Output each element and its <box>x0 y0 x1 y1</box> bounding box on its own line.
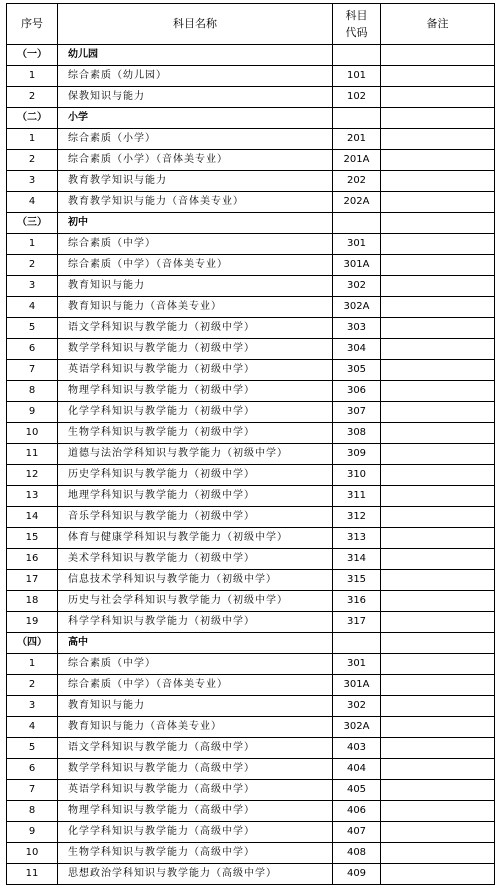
remark-cell <box>381 339 495 360</box>
remark-cell <box>381 255 495 276</box>
subject-name: 体育与健康学科知识与教学能力（初级中学） <box>58 528 333 549</box>
section-remark-cell <box>381 213 495 234</box>
table-row <box>7 717 495 738</box>
table-row <box>7 360 495 381</box>
subject-name: 综合素质（中学）（音体美专业） <box>58 255 333 276</box>
subject-name: 历史与社会学科知识与教学能力（初级中学） <box>58 591 333 612</box>
subject-name: 综合素质（中学） <box>58 654 333 675</box>
row-number: 8 <box>7 801 58 822</box>
subject-table-container <box>6 3 495 885</box>
table-row <box>7 255 495 276</box>
remark-cell <box>381 822 495 843</box>
subject-name: 综合素质（幼儿园） <box>58 66 333 87</box>
row-number: 1 <box>7 654 58 675</box>
section-code-cell <box>333 633 381 654</box>
subject-name: 英语学科知识与教学能力（高级中学） <box>58 780 333 801</box>
section-seq: （三） <box>7 213 58 234</box>
remark-cell <box>381 654 495 675</box>
remark-cell <box>381 297 495 318</box>
table-row <box>7 171 495 192</box>
table-row <box>7 864 495 885</box>
subject-name: 音乐学科知识与教学能力（初级中学） <box>58 507 333 528</box>
subject-code: 201A <box>333 150 381 171</box>
remark-cell <box>381 276 495 297</box>
table-row <box>7 129 495 150</box>
row-number: 2 <box>7 255 58 276</box>
table-row <box>7 654 495 675</box>
subject-code: 317 <box>333 612 381 633</box>
row-number: 13 <box>7 486 58 507</box>
section-code-cell <box>333 45 381 66</box>
subject-code: 408 <box>333 843 381 864</box>
table-row <box>7 801 495 822</box>
row-number: 11 <box>7 864 58 885</box>
table-row <box>7 570 495 591</box>
remark-cell <box>381 738 495 759</box>
remark-cell <box>381 696 495 717</box>
row-number: 11 <box>7 444 58 465</box>
section-title: 幼儿园 <box>58 45 333 66</box>
subject-name: 道德与法治学科知识与教学能力（初级中学） <box>58 444 333 465</box>
remark-cell <box>381 402 495 423</box>
section-remark-cell <box>381 633 495 654</box>
subject-name: 化学学科知识与教学能力（高级中学） <box>58 822 333 843</box>
section-title: 初中 <box>58 213 333 234</box>
remark-cell <box>381 234 495 255</box>
subject-name: 生物学科知识与教学能力（高级中学） <box>58 843 333 864</box>
row-number: 14 <box>7 507 58 528</box>
table-row <box>7 507 495 528</box>
subject-code: 302 <box>333 276 381 297</box>
table-row <box>7 759 495 780</box>
header-subject-code <box>333 4 381 45</box>
subject-code: 312 <box>333 507 381 528</box>
subject-code: 202 <box>333 171 381 192</box>
section-seq: （四） <box>7 633 58 654</box>
subject-code: 102 <box>333 87 381 108</box>
row-number: 9 <box>7 822 58 843</box>
remark-cell <box>381 591 495 612</box>
table-row <box>7 402 495 423</box>
subject-name: 思想政治学科知识与教学能力（高级中学） <box>58 864 333 885</box>
row-number: 4 <box>7 717 58 738</box>
subject-table-body <box>7 4 495 885</box>
remark-cell <box>381 759 495 780</box>
subject-code: 314 <box>333 549 381 570</box>
subject-code: 309 <box>333 444 381 465</box>
subject-code: 101 <box>333 66 381 87</box>
section-remark-cell <box>381 45 495 66</box>
header-seq: 序号 <box>7 4 58 45</box>
remark-cell <box>381 192 495 213</box>
remark-cell <box>381 864 495 885</box>
remark-cell <box>381 465 495 486</box>
row-number: 15 <box>7 528 58 549</box>
section-row <box>7 45 495 66</box>
subject-code: 301 <box>333 654 381 675</box>
table-row <box>7 192 495 213</box>
table-row <box>7 486 495 507</box>
subject-code: 311 <box>333 486 381 507</box>
remark-cell <box>381 507 495 528</box>
table-row <box>7 843 495 864</box>
section-seq: （一） <box>7 45 58 66</box>
remark-cell <box>381 150 495 171</box>
remark-cell <box>381 66 495 87</box>
row-number: 1 <box>7 234 58 255</box>
table-row <box>7 738 495 759</box>
row-number: 10 <box>7 843 58 864</box>
header-code-line1: 科目 <box>345 9 368 22</box>
remark-cell <box>381 528 495 549</box>
subject-name: 物理学科知识与教学能力（初级中学） <box>58 381 333 402</box>
subject-name: 物理学科知识与教学能力（高级中学） <box>58 801 333 822</box>
row-number: 2 <box>7 150 58 171</box>
remark-cell <box>381 801 495 822</box>
row-number: 1 <box>7 129 58 150</box>
table-row <box>7 234 495 255</box>
table-row <box>7 780 495 801</box>
subject-name: 英语学科知识与教学能力（初级中学） <box>58 360 333 381</box>
subject-code: 403 <box>333 738 381 759</box>
row-number: 8 <box>7 381 58 402</box>
row-number: 12 <box>7 465 58 486</box>
subject-code: 202A <box>333 192 381 213</box>
subject-code: 407 <box>333 822 381 843</box>
remark-cell <box>381 675 495 696</box>
header-remark: 备注 <box>381 4 495 45</box>
remark-cell <box>381 360 495 381</box>
row-number: 6 <box>7 759 58 780</box>
row-number: 3 <box>7 696 58 717</box>
subject-name: 信息技术学科知识与教学能力（初级中学） <box>58 570 333 591</box>
subject-code: 305 <box>333 360 381 381</box>
section-title: 小学 <box>58 108 333 129</box>
table-row <box>7 549 495 570</box>
subject-code: 302A <box>333 297 381 318</box>
remark-cell <box>381 423 495 444</box>
subject-table <box>6 3 495 885</box>
subject-name: 教育知识与能力（音体美专业） <box>58 297 333 318</box>
table-row <box>7 465 495 486</box>
table-header-row <box>7 4 495 45</box>
row-number: 7 <box>7 360 58 381</box>
row-number: 16 <box>7 549 58 570</box>
subject-name: 教育教学知识与能力（音体美专业） <box>58 192 333 213</box>
row-number: 4 <box>7 297 58 318</box>
table-row <box>7 297 495 318</box>
remark-cell <box>381 129 495 150</box>
table-row <box>7 528 495 549</box>
subject-name: 化学学科知识与教学能力（初级中学） <box>58 402 333 423</box>
table-row <box>7 318 495 339</box>
table-row <box>7 591 495 612</box>
row-number: 18 <box>7 591 58 612</box>
subject-code: 308 <box>333 423 381 444</box>
remark-cell <box>381 843 495 864</box>
row-number: 5 <box>7 738 58 759</box>
table-row <box>7 87 495 108</box>
remark-cell <box>381 549 495 570</box>
section-row <box>7 633 495 654</box>
subject-code: 306 <box>333 381 381 402</box>
section-row <box>7 108 495 129</box>
subject-name: 教育知识与能力 <box>58 696 333 717</box>
subject-name: 教育知识与能力（音体美专业） <box>58 717 333 738</box>
remark-cell <box>381 444 495 465</box>
table-row <box>7 612 495 633</box>
remark-cell <box>381 570 495 591</box>
table-row <box>7 696 495 717</box>
table-row <box>7 150 495 171</box>
subject-name: 教育教学知识与能力 <box>58 171 333 192</box>
subject-name: 科学学科知识与教学能力（初级中学） <box>58 612 333 633</box>
row-number: 10 <box>7 423 58 444</box>
table-row <box>7 423 495 444</box>
subject-code: 316 <box>333 591 381 612</box>
subject-code: 301 <box>333 234 381 255</box>
row-number: 4 <box>7 192 58 213</box>
subject-code: 302 <box>333 696 381 717</box>
row-number: 7 <box>7 780 58 801</box>
subject-name: 历史学科知识与教学能力（初级中学） <box>58 465 333 486</box>
table-row <box>7 381 495 402</box>
subject-code: 302A <box>333 717 381 738</box>
subject-name: 保教知识与能力 <box>58 87 333 108</box>
subject-code: 201 <box>333 129 381 150</box>
row-number: 5 <box>7 318 58 339</box>
row-number: 3 <box>7 276 58 297</box>
table-row <box>7 444 495 465</box>
row-number: 2 <box>7 675 58 696</box>
row-number: 3 <box>7 171 58 192</box>
subject-name: 综合素质（小学） <box>58 129 333 150</box>
row-number: 17 <box>7 570 58 591</box>
subject-code: 301A <box>333 675 381 696</box>
remark-cell <box>381 612 495 633</box>
subject-code: 301A <box>333 255 381 276</box>
section-code-cell <box>333 108 381 129</box>
section-title: 高中 <box>58 633 333 654</box>
section-remark-cell <box>381 108 495 129</box>
subject-code: 304 <box>333 339 381 360</box>
subject-code: 313 <box>333 528 381 549</box>
subject-code: 303 <box>333 318 381 339</box>
remark-cell <box>381 381 495 402</box>
subject-name: 语文学科知识与教学能力（高级中学） <box>58 738 333 759</box>
section-row <box>7 213 495 234</box>
subject-name: 生物学科知识与教学能力（初级中学） <box>58 423 333 444</box>
table-row <box>7 276 495 297</box>
remark-cell <box>381 717 495 738</box>
subject-code: 409 <box>333 864 381 885</box>
remark-cell <box>381 318 495 339</box>
subject-name: 综合素质（中学） <box>58 234 333 255</box>
row-number: 9 <box>7 402 58 423</box>
subject-name: 综合素质（中学）（音体美专业） <box>58 675 333 696</box>
subject-name: 综合素质（小学）（音体美专业） <box>58 150 333 171</box>
remark-cell <box>381 486 495 507</box>
subject-code: 307 <box>333 402 381 423</box>
subject-name: 语文学科知识与教学能力（初级中学） <box>58 318 333 339</box>
section-seq: （二） <box>7 108 58 129</box>
remark-cell <box>381 171 495 192</box>
row-number: 6 <box>7 339 58 360</box>
remark-cell <box>381 87 495 108</box>
row-number: 1 <box>7 66 58 87</box>
subject-code: 405 <box>333 780 381 801</box>
header-subject-name: 科目名称 <box>58 4 333 45</box>
section-code-cell <box>333 213 381 234</box>
row-number: 2 <box>7 87 58 108</box>
subject-name: 教育知识与能力 <box>58 276 333 297</box>
subject-name: 数学学科知识与教学能力（高级中学） <box>58 759 333 780</box>
table-row <box>7 66 495 87</box>
table-row <box>7 675 495 696</box>
header-code-line2: 代码 <box>345 26 368 39</box>
remark-cell <box>381 780 495 801</box>
subject-code: 310 <box>333 465 381 486</box>
table-row <box>7 339 495 360</box>
subject-name: 地理学科知识与教学能力（初级中学） <box>58 486 333 507</box>
table-row <box>7 822 495 843</box>
subject-name: 数学学科知识与教学能力（初级中学） <box>58 339 333 360</box>
row-number: 19 <box>7 612 58 633</box>
subject-name: 美术学科知识与教学能力（初级中学） <box>58 549 333 570</box>
subject-code: 315 <box>333 570 381 591</box>
subject-code: 404 <box>333 759 381 780</box>
subject-code: 406 <box>333 801 381 822</box>
